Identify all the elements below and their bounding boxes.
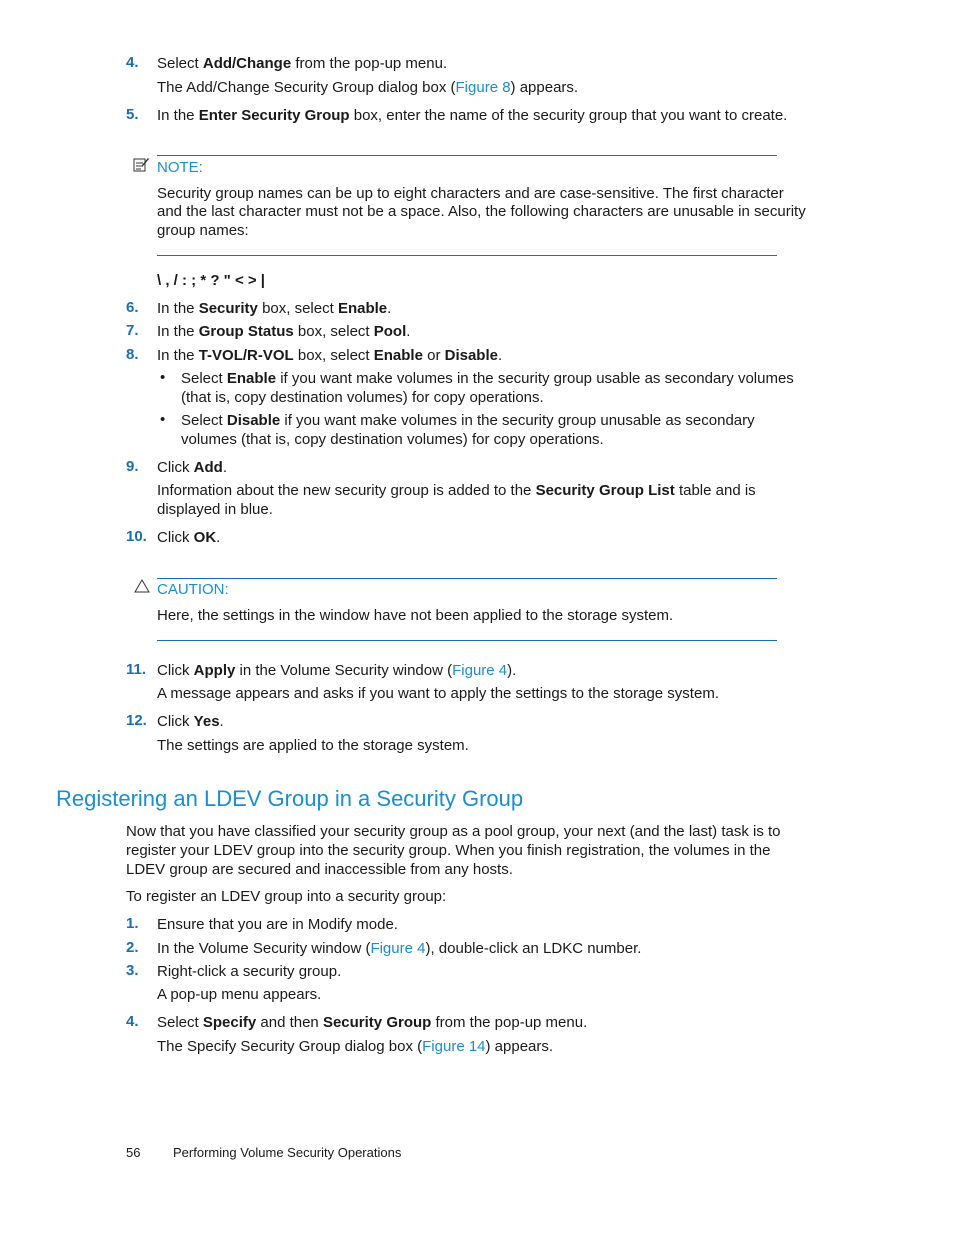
step-subtext: A message appears and asks if you want to apply the settings to the storage system. (157, 685, 719, 702)
note-label: NOTE: (157, 159, 203, 176)
step-subtext: The Add/Change Security Group dialog box (Figure 8) appears. (157, 79, 579, 96)
figure-link[interactable]: Figure 4 (370, 940, 426, 957)
caution-icon (134, 578, 150, 594)
step-number: 7. (126, 322, 139, 339)
step-number: 8. (126, 346, 139, 363)
step-number: 5. (126, 106, 139, 123)
step-text: In the Volume Security window (Figure 4), double-click an LDKC number. (157, 940, 642, 957)
step-text: Click Add. (157, 459, 228, 476)
step-text: Select Add/Change from the pop-up menu. (157, 55, 448, 72)
bullet-dot: • (160, 411, 166, 428)
note-text-line: and the last character must not be a space. Also, the following characters are unusable in security (157, 203, 806, 220)
step-text: Click Apply in the Volume Security window (Figure 4). (157, 662, 517, 679)
step-number: 4. (126, 54, 139, 71)
step-subtext: A pop-up menu appears. (157, 986, 322, 1003)
bullet-text: Select Disable if you want make volumes in the security group unusable as secondary volumes (that is, copy destination volumes) for copy operations. (181, 412, 755, 448)
step-subtext: The Specify Security Group dialog box (Figure 14) appears. (157, 1038, 554, 1055)
step-text: Click OK. (157, 529, 221, 546)
section-heading: Registering an LDEV Group in a Security Group (56, 786, 524, 811)
bullet-dot: • (160, 369, 166, 386)
step-number: 12. (126, 712, 147, 729)
step-text: In the Security box, select Enable. (157, 300, 392, 317)
step-number: 11. (126, 661, 147, 678)
step-text: In the Enter Security Group box, enter the name of the security group that you want to create. (157, 107, 788, 124)
step-number: 9. (126, 458, 139, 475)
lead-paragraph: To register an LDEV group into a security group: (126, 888, 447, 905)
step-number: 3. (126, 962, 139, 979)
figure-link[interactable]: Figure 14 (422, 1038, 486, 1055)
step-subtext: The settings are applied to the storage system. (157, 737, 469, 754)
note-text-line: group names: (157, 222, 249, 239)
step-text: Right-click a security group. (157, 963, 342, 980)
caution-bottom-rule (157, 640, 777, 641)
figure-link[interactable]: Figure 4 (452, 662, 508, 679)
footer-title: Performing Volume Security Operations (173, 1145, 402, 1160)
intro-paragraph: Now that you have classified your security group as a pool group, your next (and the last) task is to register your LDEV group into the security group. When you finish registration, the volumes in the LDEV group are secured and inaccessible from any hosts. (126, 823, 781, 878)
step-text: Ensure that you are in Modify mode. (157, 916, 398, 933)
page-number: 56 (126, 1145, 141, 1160)
step-number: 2. (126, 939, 139, 956)
step-text: Select Specify and then Security Group from the pop-up menu. (157, 1014, 588, 1031)
caution-top-rule (157, 578, 777, 579)
note-icon (133, 156, 150, 173)
caution-label: CAUTION: (157, 581, 229, 598)
step-number: 4. (126, 1013, 139, 1030)
note-bottom-rule (157, 255, 777, 256)
step-text: Click Yes. (157, 713, 224, 730)
step-text: In the Group Status box, select Pool. (157, 323, 411, 340)
step-subtext: Information about the new security group is added to the Security Group List table and is displayed in blue. (157, 482, 756, 518)
note-top-rule (157, 155, 777, 156)
note-text-line: Security group names can be up to eight characters and are case-sensitive. The first character (157, 185, 784, 202)
figure-link[interactable]: Figure 8 (455, 79, 511, 96)
step-number: 6. (126, 299, 139, 316)
step-text: In the T-VOL/R-VOL box, select Enable or Disable. (157, 347, 503, 364)
step-number: 1. (126, 915, 139, 932)
unusable-characters: \ , / : ; * ? " < > | (157, 272, 265, 289)
step-number: 10. (126, 528, 147, 545)
caution-text: Here, the settings in the window have not been applied to the storage system. (157, 607, 674, 624)
bullet-text: Select Enable if you want make volumes in the security group usable as secondary volumes (that is, copy destination volumes) for copy operations. (181, 370, 794, 406)
